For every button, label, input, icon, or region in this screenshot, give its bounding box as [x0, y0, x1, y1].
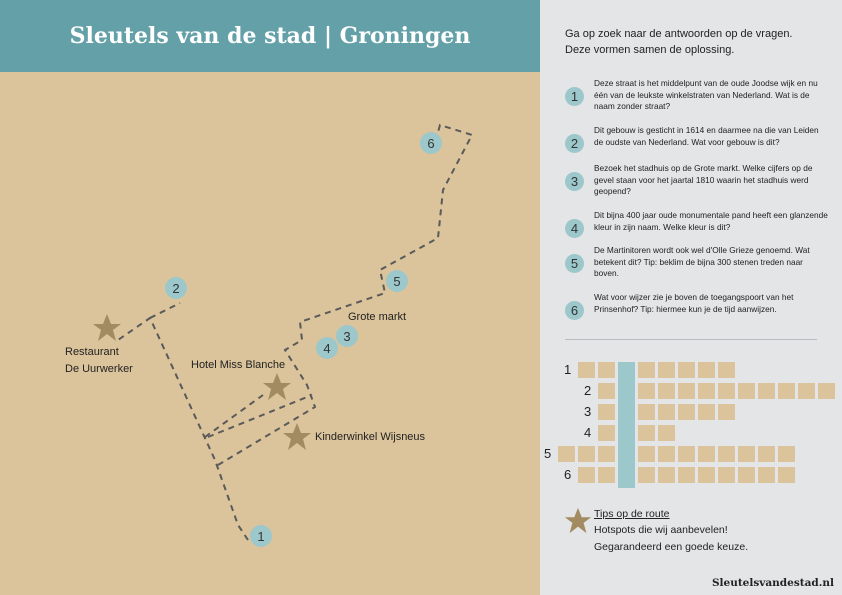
map-marker-2[interactable]: 2: [165, 277, 187, 299]
crossword-cell[interactable]: [638, 467, 655, 483]
crossword-cell[interactable]: [658, 383, 675, 399]
crossword-key-cell[interactable]: [618, 362, 635, 383]
crossword-key-cell[interactable]: [618, 467, 635, 488]
crossword-cell[interactable]: [698, 404, 715, 420]
crossword-cell[interactable]: [598, 446, 615, 462]
crossword-cell[interactable]: [698, 467, 715, 483]
crossword-cell[interactable]: [658, 362, 675, 378]
crossword-cell[interactable]: [598, 362, 615, 378]
kinderwinkel-label: Kinderwinkel Wijsneus: [315, 431, 426, 443]
star-icon: [564, 507, 592, 535]
crossword-cell[interactable]: [758, 446, 775, 462]
crossword-row-number: 1: [564, 362, 572, 377]
crossword-cell[interactable]: [718, 383, 735, 399]
question-text: Dit gebouw is gesticht in 1614 en daarmee na die van Leiden de oudste van Nederland. Wat voor gebouw is dit?: [594, 125, 819, 147]
restaurant-label: [65, 344, 133, 378]
crossword-cell[interactable]: [738, 467, 755, 483]
map-marker-1[interactable]: 1: [250, 525, 272, 547]
crossword-cell[interactable]: [658, 404, 675, 420]
crossword-key-cell[interactable]: [618, 446, 635, 467]
star-icon: [92, 313, 122, 343]
crossword-cell[interactable]: [698, 362, 715, 378]
crossword-row-number: 5: [544, 446, 552, 461]
question-number: 3: [565, 172, 584, 191]
crossword-cell[interactable]: [598, 425, 615, 441]
crossword-cell[interactable]: [698, 446, 715, 462]
question-number: 6: [565, 301, 584, 320]
crossword-cell[interactable]: [758, 467, 775, 483]
hotel-label: Hotel Miss Blanche: [191, 359, 286, 371]
crossword-cell[interactable]: [598, 404, 615, 420]
question-text: Bezoek het stadhuis op de Grote markt. Welke cijfers op de gevel staan voor het jaartal 1810 waarin het stadhuis werd geopend?: [594, 163, 813, 196]
grote-markt-label: Grote markt: [348, 311, 407, 323]
crossword-cell[interactable]: [758, 383, 775, 399]
map-marker-5[interactable]: 5: [386, 270, 408, 292]
tips-title: Tips op de route: [594, 508, 670, 520]
crossword-row-number: 4: [584, 425, 592, 440]
question-number: 5: [565, 254, 584, 273]
crossword-cell[interactable]: [678, 446, 695, 462]
question-text: Deze straat is het middelpunt van de oude Joodse wijk en nu één van de leukste winkelstraten van Nederland. Wat is de naam zonder straat?: [594, 78, 818, 111]
map-marker-6[interactable]: 6: [420, 132, 442, 154]
crossword-cell[interactable]: [658, 425, 675, 441]
crossword-row-number: 3: [584, 404, 592, 419]
question-panel: [540, 0, 842, 595]
question-text: Dit bijna 400 jaar oude monumentale pand heeft een glanzende kleur in zijn naam. Welke kleur is dit?: [594, 210, 828, 232]
divider: [565, 339, 817, 340]
tips-line1: Hotspots die wij aanbevelen!: [594, 524, 728, 536]
intro-line1: Ga op zoek naar de antwoorden op de vragen.: [565, 28, 793, 40]
crossword-cell[interactable]: [678, 383, 695, 399]
crossword-cell[interactable]: [778, 446, 795, 462]
crossword-cell[interactable]: [638, 383, 655, 399]
star-icon: [282, 422, 312, 452]
crossword-cell[interactable]: [638, 425, 655, 441]
crossword-cell[interactable]: [578, 362, 595, 378]
star-icon: [262, 372, 292, 402]
question-number: 4: [565, 219, 584, 238]
crossword-cell[interactable]: [638, 404, 655, 420]
map-marker-4[interactable]: 4: [316, 337, 338, 359]
crossword-cell[interactable]: [698, 383, 715, 399]
crossword-row-number: 6: [564, 467, 572, 482]
crossword-cell[interactable]: [718, 362, 735, 378]
crossword-key-cell[interactable]: [618, 383, 635, 404]
crossword-cell[interactable]: [798, 383, 815, 399]
question-number: 2: [565, 134, 584, 153]
intro-text: [565, 26, 825, 58]
crossword-cell[interactable]: [738, 446, 755, 462]
question-text: Wat voor wijzer zie je boven de toegangspoort van het Prinsenhof? Tip: hiermee kun je de tijd aanwijzen.: [594, 292, 794, 314]
crossword-cell[interactable]: [678, 467, 695, 483]
crossword-cell[interactable]: [718, 404, 735, 420]
crossword-cell[interactable]: [738, 383, 755, 399]
crossword-cell[interactable]: [638, 446, 655, 462]
page-title: Sleutels van de stad | Groningen: [0, 0, 540, 72]
crossword-cell[interactable]: [718, 446, 735, 462]
map-marker-3[interactable]: 3: [336, 325, 358, 347]
crossword-cell[interactable]: [598, 383, 615, 399]
intro-line2: Deze vormen samen de oplossing.: [565, 44, 735, 56]
crossword-cell[interactable]: [818, 383, 835, 399]
crossword-key-cell[interactable]: [618, 425, 635, 446]
website-link[interactable]: Sleutelsvandestad.nl: [711, 577, 834, 589]
crossword-row-number: 2: [584, 383, 592, 398]
crossword-cell[interactable]: [578, 446, 595, 462]
crossword-key-cell[interactable]: [618, 404, 635, 425]
crossword-cell[interactable]: [658, 467, 675, 483]
question-number: 1: [565, 87, 584, 106]
restaurant-label-line2: De Uurwerker: [65, 363, 133, 375]
crossword-cell[interactable]: [678, 362, 695, 378]
crossword-cell[interactable]: [718, 467, 735, 483]
crossword-cell[interactable]: [558, 446, 575, 462]
crossword-cell[interactable]: [678, 404, 695, 420]
crossword-cell[interactable]: [778, 383, 795, 399]
tips-line2: Gegarandeerd een goede keuze.: [594, 541, 749, 553]
crossword-cell[interactable]: [598, 467, 615, 483]
crossword-cell[interactable]: [638, 362, 655, 378]
crossword-cell[interactable]: [778, 467, 795, 483]
crossword-cell[interactable]: [578, 467, 595, 483]
restaurant-label-line1: Restaurant: [65, 346, 119, 358]
crossword-cell[interactable]: [658, 446, 675, 462]
question-text: De Martinitoren wordt ook wel d'Olle Grieze genoemd. Wat betekent dit? Tip: beklim de bijna 300 stenen treden naar boven.: [594, 245, 810, 278]
